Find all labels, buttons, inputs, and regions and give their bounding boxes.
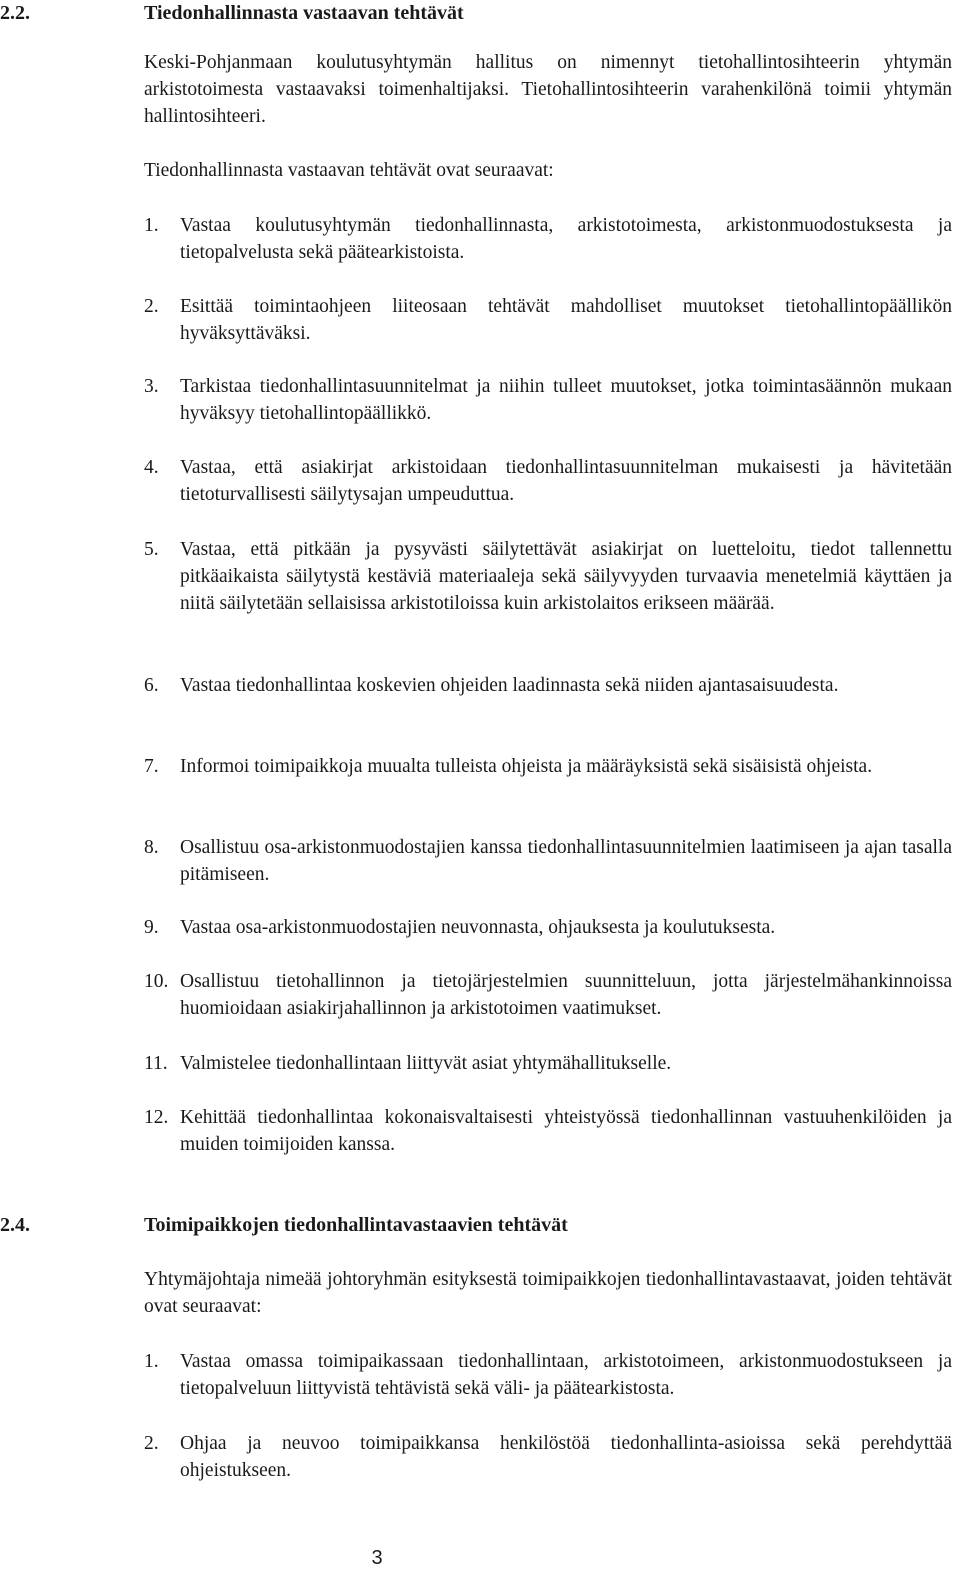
list-item-number: 7.: [144, 756, 159, 777]
list-item-number: 4.: [144, 457, 159, 478]
section-title: Tiedonhallinnasta vastaavan tehtävät: [144, 2, 464, 24]
section-title: Toimipaikkojen tiedonhallintavastaavien tehtävät: [144, 1214, 568, 1236]
list-item-text: Tarkistaa tiedonhallintasuunnitelmat ja niihin tulleet muutokset, jotka toimintasäännön mukaan hyväksyy tietohallintopäällikkö.: [180, 376, 952, 424]
list-item-text: Vastaa, että asiakirjat arkistoidaan tiedonhallintasuunnitelman mukaisesti ja hävitetään tietoturvallisesti säilytysajan umpeuduttua.: [180, 457, 952, 505]
list-item-text: Vastaa omassa toimipaikassaan tiedonhallintaan, arkistotoimeen, arkistonmuodostukseen ja tietopalveluun liittyvistä tehtävistä sekä väli- ja päätearkistosta.: [180, 1351, 952, 1399]
list-item-text: Vastaa tiedonhallintaa koskevien ohjeiden laadinnasta sekä niiden ajantasaisuudesta.: [180, 675, 839, 696]
list-item-number: 5.: [144, 539, 159, 560]
list-item-number: 9.: [144, 917, 159, 938]
list-item-text: Vastaa osa-arkistonmuodostajien neuvonnasta, ohjauksesta ja koulutuksesta.: [180, 917, 776, 938]
list-item-number: 2.: [144, 296, 159, 317]
list-item-text: Osallistuu osa-arkistonmuodostajien kanssa tiedonhallintasuunnitelmien laatimiseen ja ajan tasalla pitämiseen.: [180, 837, 952, 885]
list-item-text: Vastaa koulutusyhtymän tiedonhallinnasta, arkistotoimesta, arkistonmuodostuksesta ja tietopalvelusta sekä päätearkistoista.: [180, 215, 952, 263]
list-item-text: Osallistuu tietohallinnon ja tietojärjestelmien suunnitteluun, jotta järjestelmähankinnoissa huomioidaan asiakirjahallinnon ja arkistotoimen vaatimukset.: [180, 971, 952, 1019]
list-item-number: 12.: [144, 1107, 169, 1128]
list-item-text: Ohjaa ja neuvoo toimipaikkansa henkilöstöä tiedonhallinta-asioissa sekä perehdyttää ohjeistukseen.: [180, 1433, 952, 1481]
paragraph: Yhtymäjohtaja nimeää johtoryhmän esityksestä toimipaikkojen tiedonhallintavastaavat, joiden tehtävät ovat seuraavat:: [144, 1269, 952, 1317]
list-item-number: 1.: [144, 1351, 159, 1372]
list-item-number: 2.: [144, 1433, 159, 1454]
paragraph: Tiedonhallinnasta vastaavan tehtävät ovat seuraavat:: [144, 160, 554, 181]
list-item-text: Vastaa, että pitkään ja pysyvästi säilytettävät asiakirjat on luetteloitu, tiedot tallennettu pitkäaikaista säilytystä kestäviä materiaaleja sekä säilyvyyden turvaavia menetelmiä käyttäen ja niitä säilytetään sellaisissa arkistotiloissa kuin arkistolaitos erikseen määrää.: [180, 539, 952, 614]
page-number: 3: [371, 1547, 383, 1569]
list-item-text: Esittää toimintaohjeen liiteosaan tehtävät mahdolliset muutokset tietohallintopäällikön hyväksyttäväksi.: [180, 296, 952, 344]
list-item-text: Informoi toimipaikkoja muualta tulleista ohjeista ja määräyksistä sekä sisäisistä ohjeista.: [180, 756, 873, 777]
paragraph: Keski-Pohjanmaan koulutusyhtymän hallitus on nimennyt tietohallintosihteerin yhtymän arkistotoimesta vastaavaksi toimenhaltijaksi. Tietohallintosihteerin varahenkilönä toimii yhtymän hallintosihteeri.: [144, 52, 952, 127]
list-item-number: 8.: [144, 837, 159, 858]
list-item-number: 6.: [144, 675, 159, 696]
section-number: 2.4.: [0, 1214, 30, 1236]
list-item-text: Kehittää tiedonhallintaa kokonaisvaltaisesti yhteistyössä tiedonhallinnan vastuuhenkilöiden ja muiden toimijoiden kanssa.: [180, 1107, 952, 1155]
list-item-number: 3.: [144, 376, 159, 397]
list-item-text: Valmistelee tiedonhallintaan liittyvät asiat yhtymähallitukselle.: [180, 1053, 672, 1074]
list-item-number: 1.: [144, 215, 159, 236]
section-number: 2.2.: [0, 2, 30, 24]
list-item-number: 10.: [144, 971, 169, 992]
list-item-number: 11.: [144, 1053, 168, 1074]
